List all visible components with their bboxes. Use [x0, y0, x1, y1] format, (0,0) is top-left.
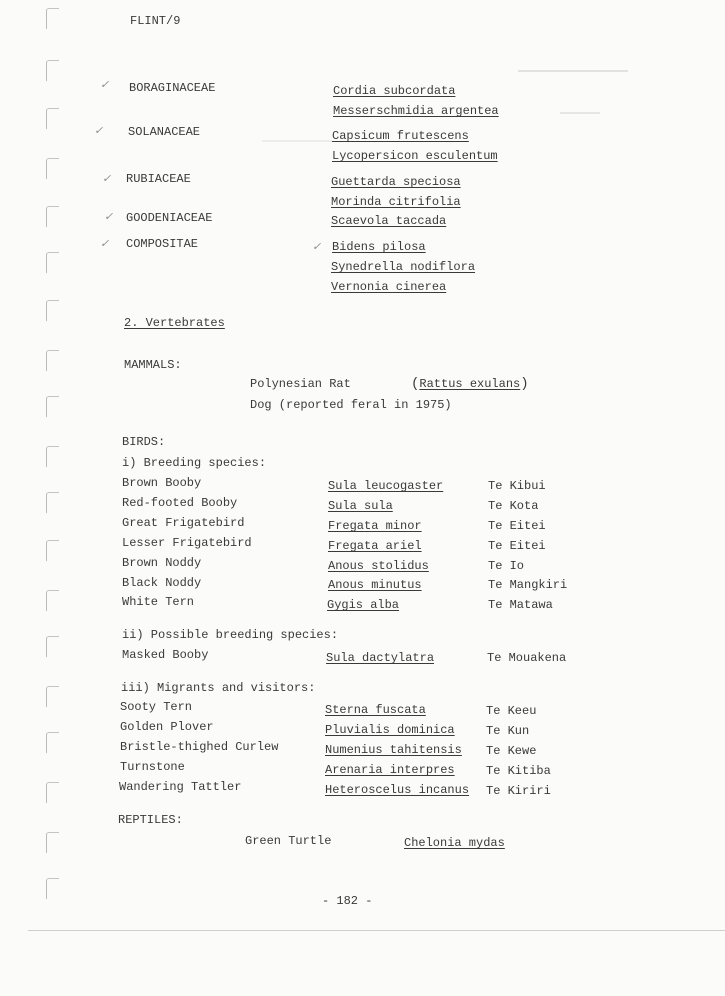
bird-group-label: i) Breeding species: [122, 456, 267, 470]
bird-common: Red-footed Booby [122, 496, 238, 510]
bird-latin: Fregata ariel [328, 539, 422, 553]
plant-species: Guettarda speciosa [331, 175, 461, 189]
bird-local: Te Kitiba [486, 764, 551, 778]
bird-group-label: iii) Migrants and visitors: [121, 681, 316, 695]
bird-common: Black Noddy [122, 576, 202, 590]
binder-hole [46, 158, 59, 179]
binder-hole [46, 686, 59, 707]
plant-species: Lycopersicon esculentum [332, 149, 498, 163]
bird-latin: Anous stolidus [328, 559, 429, 573]
document-ref: FLINT/9 [130, 14, 181, 28]
bird-common: White Tern [122, 595, 195, 609]
plant-species: Morinda citrifolia [331, 195, 461, 209]
category-label: MAMMALS: [124, 358, 182, 372]
bird-common: Masked Booby [122, 648, 209, 662]
plant-species: Cordia subcordata [333, 84, 456, 98]
plant-species: Messerschmidia argentea [333, 104, 499, 118]
page-number: - 182 - [322, 894, 373, 908]
bird-local: Te Mangkiri [488, 578, 568, 592]
reptile-latin: Chelonia mydas [404, 836, 505, 850]
bird-local: Te Eitei [488, 539, 546, 553]
pencil-mark: ✓ [100, 239, 110, 251]
bird-local: Te Kun [486, 724, 530, 738]
bleed-through-mark [262, 140, 332, 148]
binder-hole [46, 446, 59, 467]
bird-latin: Sula dactylatra [326, 651, 435, 665]
bird-latin: Arenaria interpres [325, 763, 455, 777]
bird-latin: Pluvialis dominica [325, 723, 455, 737]
bird-latin: Gygis alba [327, 598, 400, 612]
bird-latin: Fregata minor [328, 519, 422, 533]
bird-common: Brown Noddy [122, 556, 202, 570]
bleed-through-mark [518, 70, 628, 80]
bird-local: Te Kota [488, 499, 539, 513]
bird-local: Te Kiriri [486, 784, 551, 798]
pencil-mark: ✓ [312, 242, 322, 254]
section-heading: 2. Vertebrates [124, 316, 225, 330]
bird-common: Wandering Tattler [119, 780, 242, 794]
binder-hole [46, 540, 59, 561]
plant-species: Scaevola taccada [331, 214, 447, 228]
binder-hole [46, 108, 59, 129]
plant-family: BORAGINACEAE [129, 81, 216, 95]
bird-local: Te Eitei [488, 519, 546, 533]
pencil-mark: ✓ [100, 80, 110, 92]
plant-species: Vernonia cinerea [331, 280, 447, 294]
bird-common: Golden Plover [120, 720, 214, 734]
category-label: REPTILES: [118, 813, 183, 827]
category-label: BIRDS: [122, 435, 166, 449]
bird-local: Te Io [488, 559, 525, 573]
mammal-name: Polynesian Rat [250, 377, 351, 391]
bird-latin: Sula sula [328, 499, 393, 513]
plant-family: RUBIACEAE [126, 172, 191, 186]
binder-hole [46, 492, 59, 513]
bird-common: Bristle-thighed Curlew [120, 740, 279, 754]
plant-species: Capsicum frutescens [332, 129, 469, 143]
binder-hole [46, 206, 59, 227]
pencil-mark: ✓ [104, 212, 114, 224]
bird-local: Te Mouakena [487, 651, 567, 665]
bird-common: Lesser Frigatebird [122, 536, 252, 550]
bird-group-label: ii) Possible breeding species: [122, 628, 339, 642]
plant-species: Synedrella nodiflora [331, 260, 476, 274]
bird-local: Te Kibui [488, 479, 546, 493]
binder-hole [46, 732, 59, 753]
bird-local: Te Keeu [486, 704, 537, 718]
plant-family: COMPOSITAE [126, 237, 199, 251]
bird-latin: Heteroscelus incanus [325, 783, 470, 797]
bleed-through-mark [560, 112, 600, 120]
bird-latin: Sula leucogaster [328, 479, 444, 493]
page-edge-line [28, 930, 725, 931]
bird-common: Turnstone [120, 760, 185, 774]
pencil-mark: ✓ [94, 126, 104, 138]
binder-hole [46, 252, 59, 273]
bird-latin: Numenius tahitensis [325, 743, 462, 757]
mammal-name: Dog (reported feral in 1975) [250, 398, 452, 412]
binder-hole [46, 350, 59, 371]
mammal-latin-text: Rattus exulans [419, 377, 521, 391]
plant-species: Bidens pilosa [332, 240, 426, 254]
plant-family: GOODENIACEAE [126, 211, 213, 225]
bird-local: Te Kewe [486, 744, 537, 758]
binder-hole [46, 8, 59, 29]
bird-common: Brown Booby [122, 476, 202, 490]
reptile-name: Green Turtle [245, 834, 332, 848]
bird-common: Great Frigatebird [122, 516, 245, 530]
binder-hole [46, 60, 59, 81]
bird-latin: Anous minutus [328, 578, 422, 592]
plant-family: SOLANACEAE [128, 125, 201, 139]
binder-hole [46, 832, 59, 853]
binder-hole [46, 396, 59, 417]
binder-hole [46, 300, 59, 321]
bird-local: Te Matawa [488, 598, 553, 612]
binder-hole [46, 590, 59, 611]
binder-hole [46, 878, 59, 899]
bird-common: Sooty Tern [120, 700, 193, 714]
binder-hole [46, 636, 59, 657]
binder-hole [46, 782, 59, 803]
pencil-mark: ✓ [102, 174, 112, 186]
mammal-latin: (Rattus exulans) [411, 376, 529, 392]
bird-latin: Sterna fuscata [325, 703, 426, 717]
